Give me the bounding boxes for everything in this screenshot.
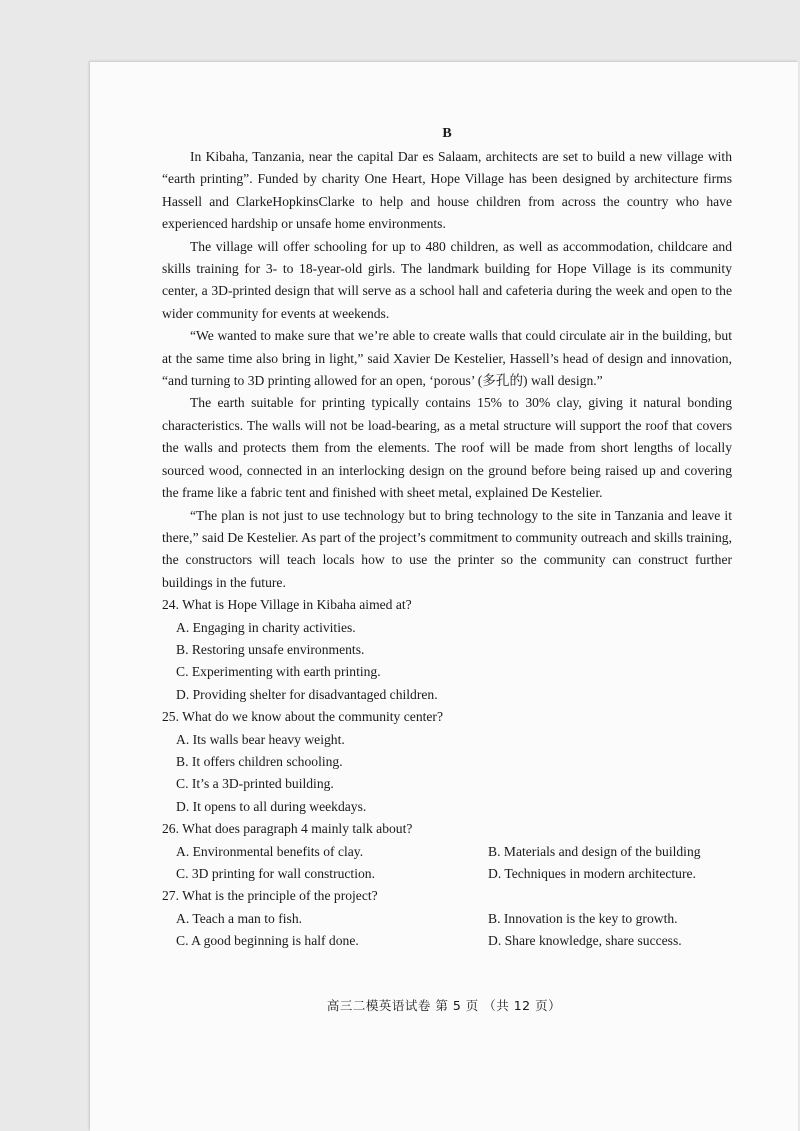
answer-option: C. Experimenting with earth printing. [176,664,381,680]
question-25 [162,706,732,818]
answer-option: B. Materials and design of the building [488,843,701,859]
option-row [176,841,732,863]
option-row [176,863,732,885]
answer-option: B. Innovation is the key to growth. [488,910,678,926]
question-24 [162,594,732,706]
answer-option: D. It opens to all during weekdays. [176,798,367,814]
answer-option: A. Engaging in charity activities. [176,619,356,635]
answer-option: C. It’s a 3D-printed building. [176,776,334,792]
page-footer: 高三二模英语试卷 第 5 页 （共 12 页） [326,998,562,1013]
answer-option: C. 3D printing for wall construction. [176,866,375,881]
passage-paragraph: The earth suitable for printing typically contains 15% to 30% clay, giving it natural bonding characteristics. The walls will not be load-bearing, as a metal structure will support the roof that covers the walls and protects them from the elements. The roof will be made from short lengths of locally sourced wood, connected in an interlocking design on the ground before being raised up and covering the frame like a fabric tent and finished with sheet metal, explained De Kestelier. [162,395,732,501]
question-27 [162,885,732,952]
answer-option: C. A good beginning is half done. [176,933,359,949]
answer-option: D. Providing shelter for disadvantaged children. [176,686,438,702]
passage-paragraph: “The plan is not just to use technology but to bring technology to the site in Tanzania and leave it there,” said De Kestelier. As part of the project’s commitment to community outreach and skills training, the constructors will teach locals how to use the printer so the community can construct further buildings in the future. [162,507,732,590]
exam-page [90,62,798,1131]
page-content [162,124,732,953]
question-stem: 25. What do we know about the community center? [162,709,443,725]
answer-option: B. It offers children schooling. [176,753,343,769]
answer-option: A. Environmental benefits of clay. [176,843,364,859]
answer-option: D. Share knowledge, share success. [488,933,682,949]
section-heading: B [442,126,452,141]
question-stem: 24. What is Hope Village in Kibaha aimed at? [162,597,412,613]
answer-option: B. Restoring unsafe environments. [176,641,365,657]
answer-option: A. Its walls bear heavy weight. [176,731,345,747]
option-row [176,908,732,930]
option-row [176,930,732,952]
passage-paragraph: “We wanted to make sure that we’re able to create walls that could circulate air in the building, but at the same time also bring in light,” said Xavier De Kestelier, Hassell’s head of design and innovation, “and turning to 3D printing allowed for an open, ‘porous’ (多孔的) wall design.” [162,328,732,389]
answer-option: A. Teach a man to fish. [176,910,303,926]
question-stem: 26. What does paragraph 4 mainly talk about? [162,821,413,837]
question-stem: 27. What is the principle of the project? [162,888,378,904]
answer-option: D. Techniques in modern architecture. [488,866,696,881]
passage-paragraph: The village will offer schooling for up to 480 children, as well as accommodation, childcare and skills training for 3- to 18-year-old girls. The landmark building for Hope Village is its community center, a 3D-printed design that will serve as a school hall and cafeteria during the week and open to the wider community for events at weekends. [162,238,732,321]
passage-paragraph: In Kibaha, Tanzania, near the capital Dar es Salaam, architects are set to build a new village with “earth printing”. Funded by charity One Heart, Hope Village has been designed by architecture firms Hassell and ClarkeHopkinsClarke to help and house children from across the country who have experienced hardship or unsafe home environments. [162,149,732,232]
question-26 [162,818,732,885]
